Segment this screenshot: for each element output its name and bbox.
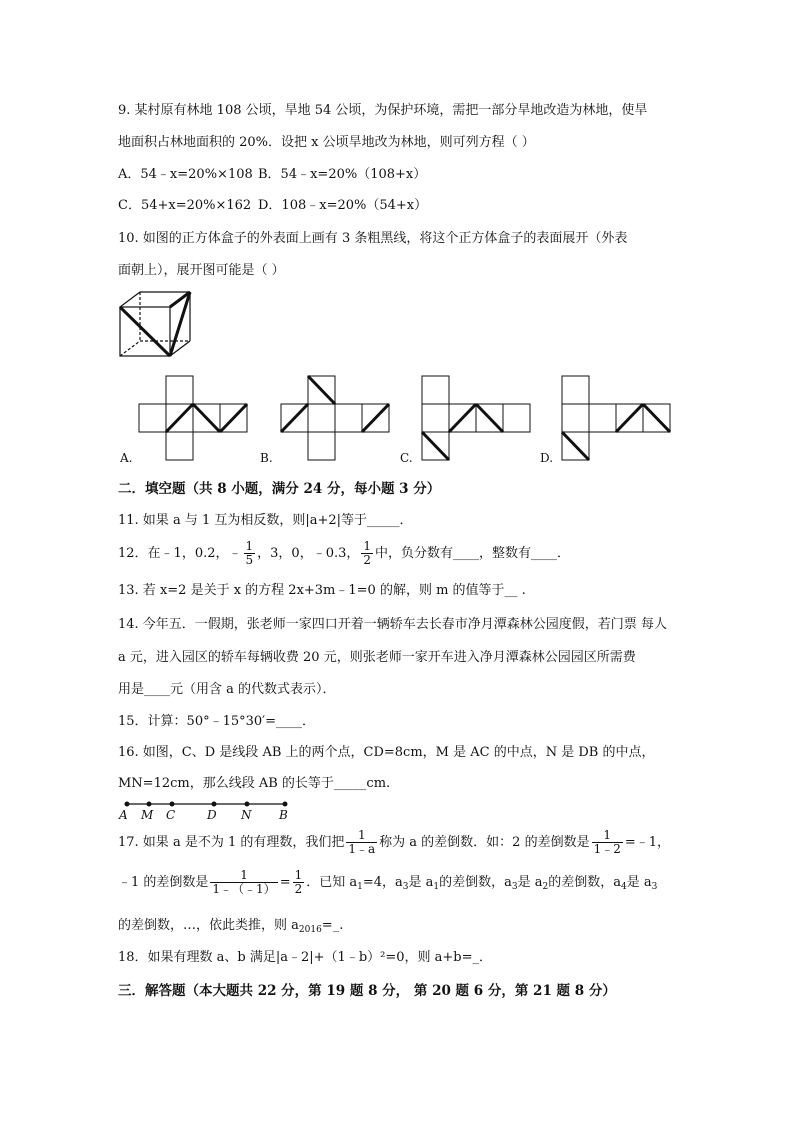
- q17-text-3: =﹣1，: [624, 835, 671, 850]
- q9-line1: 9. 某村原有林地 108 公顷，旱地 54 公顷，为保护环境，需把一部分旱地改造为林地，使旱: [118, 103, 648, 118]
- q17-sub-3b: 3: [511, 882, 518, 892]
- q10-line2: 面朝上），展开图可能是（ ）: [118, 263, 285, 278]
- label-c: C: [166, 808, 176, 822]
- q17-f2-num: 1: [603, 828, 612, 842]
- q17-text-14: =_.: [321, 918, 344, 933]
- q17-text-2: 称为 a 的差倒数．如：2 的差倒数是: [379, 835, 590, 850]
- q12-fraction-1: [244, 540, 256, 567]
- net-label-b: B.: [260, 451, 273, 465]
- q17-fraction-2: [592, 829, 623, 856]
- q12-mid: ，3，0，﹣0.3，: [257, 546, 360, 561]
- q16-line1: 16. 如图，C、D 是线段 AB 上的两个点，CD=8cm，M 是 AC 的中点，N 是 DB 的中点，: [118, 745, 655, 760]
- q17-text-11: 的差倒数，a: [548, 875, 622, 890]
- q17-fraction-4: [293, 869, 305, 896]
- q17-text-6: ．已知 a: [306, 875, 358, 890]
- cube-figure: [118, 290, 192, 358]
- point-a: [125, 802, 130, 807]
- q17-sub-2: 2: [542, 882, 549, 892]
- q17-f1-den: 1﹣a: [348, 842, 376, 856]
- q17-f3-den: 1﹣（﹣1）: [212, 882, 276, 896]
- q17-sub-1: 1: [357, 882, 363, 892]
- q17-text-7: =4，a: [362, 875, 403, 890]
- point-m: [147, 802, 152, 807]
- q17-sub-2016: 2016: [298, 925, 322, 935]
- q12-minus: ﹣: [228, 546, 242, 561]
- q12-f2-num: 1: [363, 539, 372, 553]
- q17-sub-3a: 3: [402, 882, 409, 892]
- q14-line3: 用是____元（用含 a 的代数式表示）．: [118, 682, 336, 697]
- q17-f1-num: 1: [357, 828, 366, 842]
- q9-option-c: C．54+x=20%×162: [118, 198, 252, 213]
- q10-line1: 10. 如图的正方体盒子的外表面上画有 3 条粗黑线，将这个正方体盒子的表面展开（外表: [118, 231, 628, 246]
- q17-f3-num: 1: [240, 868, 248, 882]
- q9-option-d: D．108﹣x=20%（54+x）: [258, 198, 428, 213]
- q17-f4-den: 2: [294, 882, 303, 896]
- net-option-b: [280, 374, 390, 462]
- q14-line1: 14. 今年五．一假期，张老师一家四口开着一辆轿车去长春市净月潭森林公园度假，若门票 每人: [118, 617, 667, 632]
- q12-f1-num: 1: [245, 539, 254, 553]
- q17-text-8: 是 a: [408, 875, 434, 890]
- point-c: [170, 802, 175, 807]
- point-d: [212, 802, 217, 807]
- q17-text-1: 17. 如果 a 是不为 1 的有理数，我们把: [118, 835, 345, 850]
- label-a: A: [119, 808, 128, 822]
- q17-fraction-3: [210, 869, 277, 896]
- section-3-heading: 三．解答题（本大题共 22 分，第 19 题 8 分， 第 20 题 6 分，第 21 题 8 分）: [118, 983, 616, 999]
- q17-f2-den: 1﹣2: [593, 842, 621, 856]
- q18: 18．如果有理数 a、b 满足|a﹣2|+（1﹣b）²=0，则 a+b=_．: [118, 950, 493, 965]
- q12-post: 中，负分数有____，整数有____．: [375, 546, 571, 561]
- q15: 15．计算：50°﹣15°30′=____．: [118, 714, 316, 729]
- q9-option-b: B．54﹣x=20%（108+x）: [258, 167, 427, 182]
- q17-sub-1b: 1: [433, 882, 440, 892]
- net-option-c: [421, 374, 531, 462]
- q17-text-4: ﹣1 的差倒数是: [118, 875, 209, 890]
- q12-fraction-2: [361, 540, 373, 567]
- q17-text-5: =: [279, 875, 291, 890]
- label-n: N: [241, 808, 252, 822]
- q16-line2: MN=12cm，那么线段 AB 的长等于_____cm.: [118, 776, 391, 791]
- q14-line2: a 元，进入园区的轿车每辆收费 20 元，则张老师一家开车进入净月潭森林公园园区所需费: [118, 650, 636, 665]
- q13: 13. 若 x=2 是关于 x 的方程 2x+3m﹣1=0 的解，则 m 的值等于__ .: [118, 583, 526, 598]
- q17-text-9: 的差倒数，a: [439, 875, 512, 890]
- q9-line2: 地面积占林地面积的 20%．设把 x 公顷旱地改为林地，则可列方程（ ）: [118, 135, 535, 150]
- q17-line1: [118, 827, 670, 859]
- q17-line3: [118, 918, 343, 938]
- q12: [118, 538, 570, 570]
- label-d: D: [207, 808, 217, 822]
- q17-text-12: 是 a: [626, 875, 652, 890]
- q12-f1-den: 5: [245, 553, 254, 567]
- q17-sub-4: 4: [621, 882, 627, 892]
- q17-f4-num: 1: [294, 868, 303, 882]
- q17-fraction-1: [346, 829, 377, 856]
- point-n: [245, 802, 250, 807]
- q17-text-10: 是 a: [517, 875, 543, 890]
- q17-line2: [118, 867, 657, 903]
- point-b: [283, 802, 288, 807]
- q11: 11. 如果 a 与 1 互为相反数，则|a+2|等于_____．: [118, 513, 413, 528]
- section-2-heading: 二．填空题（共 8 小题，满分 24 分，每小题 3 分）: [118, 481, 441, 497]
- net-option-d: [561, 374, 671, 462]
- label-m: M: [141, 808, 154, 822]
- net-label-c: C.: [400, 451, 413, 465]
- q12-f2-den: 2: [363, 553, 372, 567]
- net-label-d: D.: [540, 451, 554, 465]
- label-b: B: [279, 808, 288, 822]
- q12-pre: 12．在﹣1，0.2，: [118, 546, 229, 561]
- net-option-a: [138, 374, 248, 462]
- q9-option-a: A．54﹣x=20%×108: [118, 167, 253, 182]
- q17-text-13: 的差倒数，…，依此类推，则 a: [118, 918, 299, 933]
- net-label-a: A.: [120, 451, 133, 465]
- q17-sub-3c: 3: [651, 882, 658, 892]
